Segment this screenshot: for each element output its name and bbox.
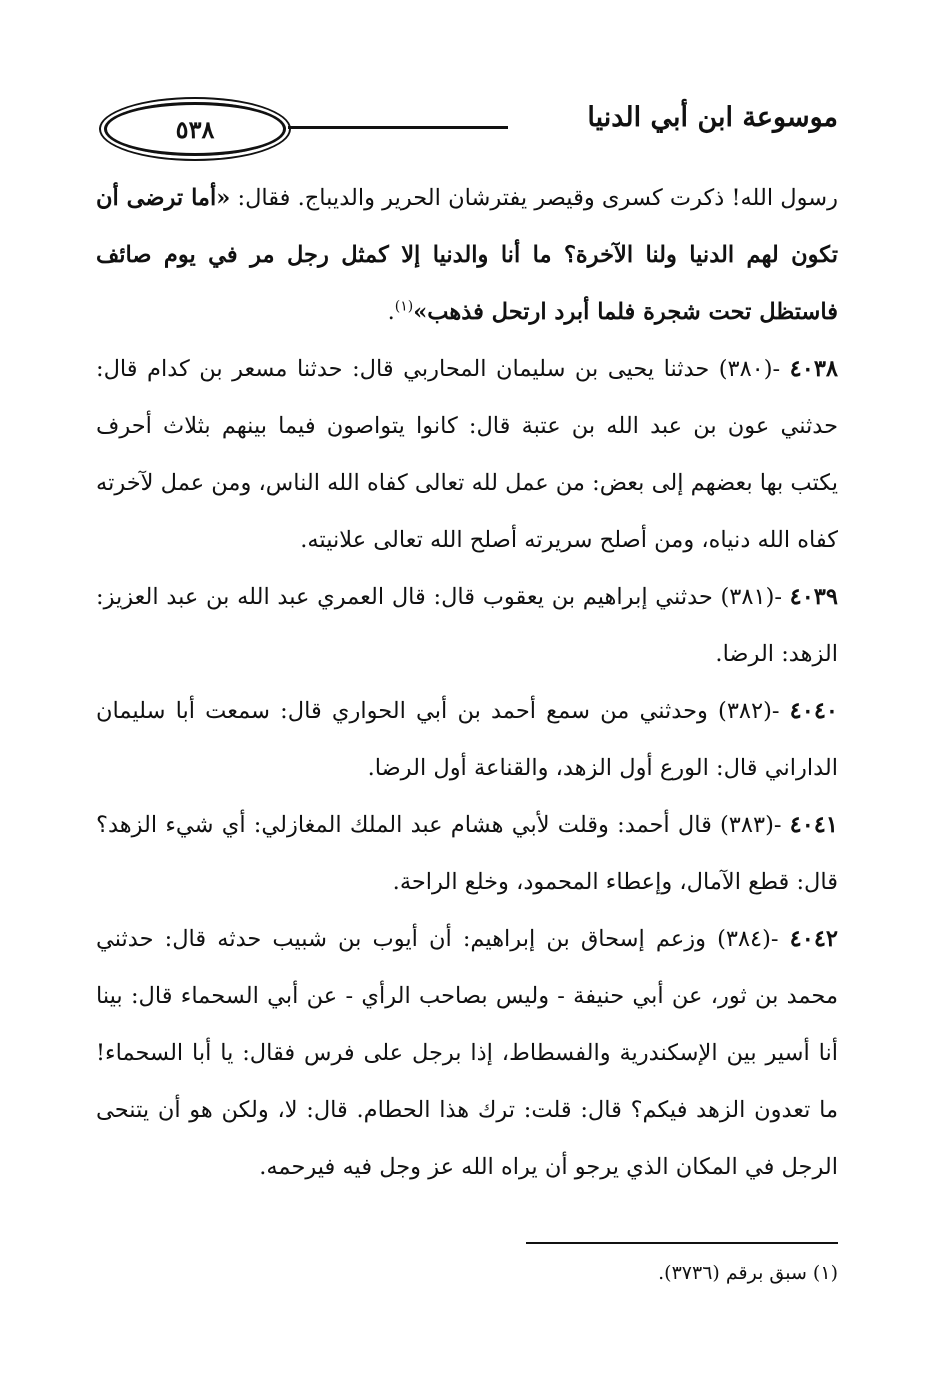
hadith-number: ٤٠٤٢ xyxy=(789,926,838,952)
hadith-text: -(٣٨٠) حدثنا يحيى بن سليمان المحاربي قال: حدثنا مسعر بن كدام قال: حدثني عون بن عبد الله بن عتبة قال: كانوا يتواصون فيما بينهم بثلاث أحرف يكتب بها بعضهم إلى بعض: من عمل لله تعالى كفاه الله الناس، ومن عمل لآخرته كفاه الله دنياه، ومن أصلح سريرته أصلح الله تعالى علانيته. xyxy=(96,356,838,553)
hadith-entry xyxy=(96,569,838,683)
header-rule xyxy=(288,126,508,129)
footnote-reference: (١) xyxy=(394,298,414,315)
hadith-text: -(٣٨١) حدثني إبراهيم بن يعقوب قال: قال العمري عبد الله بن عبد العزيز: الزهد: الرضا. xyxy=(96,584,838,667)
hadith-text: -(٣٨٣) قال أحمد: وقلت لأبي هشام عبد الملك المغازلي: أي شيء الزهد؟ قال: قطع الآمال، وإعطاء المحمود، وخلع الراحة. xyxy=(96,812,838,895)
hadith-number: ٤٠٣٨ xyxy=(789,356,838,382)
hadith-number: ٤٠٤٠ xyxy=(789,698,838,724)
main-text xyxy=(96,170,838,1196)
hadith-text: -(٣٨٤) وزعم إسحاق بن إبراهيم: أن أيوب بن شبيب حدثه قال: حدثني محمد بن ثور، عن أبي حنيفة - وليس بصاحب الرأي - عن أبي السحماء قال: بينا أنا أسير بين الإسكندرية والفسطاط، إذا برجل على فرس فقال: يا أبا السحماء! ما تعدون الزهد فيكم؟ قال: قلت: ترك هذا الحطام. قال: لا، ولكن هو أن يتنحى الرجل في المكان الذي يرجو أن يراه الله عز وجل فيه فيرحمه. xyxy=(96,926,838,1180)
hadith-number: ٤٠٤١ xyxy=(789,812,838,838)
hadith-number: ٤٠٣٩ xyxy=(789,584,838,610)
hadith-entry xyxy=(96,797,838,911)
paragraph-end: . xyxy=(387,299,395,325)
page-number: ٥٣٨ xyxy=(104,102,286,156)
hadith-quote: «أما ترضى أن تكون لهم الدنيا ولنا الآخرة؟ ما أنا والدنيا إلا كمثل رجل مر في يوم صائف فاستظل تحت شجرة فلما أبرد ارتحل فذهب» xyxy=(96,185,838,325)
hadith-text: -(٣٨٢) وحدثني من سمع أحمد بن أبي الحواري قال: سمعت أبا سليمان الداراني قال: الورع أول الزهد، والقناعة أول الرضا. xyxy=(96,698,838,781)
hadith-entry xyxy=(96,341,838,569)
hadith-entry xyxy=(96,911,838,1196)
paragraph-text: رسول الله! ذكرت كسرى وقيصر يفترشان الحرير والديباج. فقال: xyxy=(230,185,838,211)
paragraph-continuation xyxy=(96,170,838,341)
footnote: (١) سبق برقم (٣٧٣٦). xyxy=(658,1262,838,1284)
book-title: موسوعة ابن أبي الدنيا xyxy=(587,102,838,133)
page-header xyxy=(96,96,838,162)
hadith-entry xyxy=(96,683,838,797)
footnote-rule xyxy=(526,1242,838,1244)
